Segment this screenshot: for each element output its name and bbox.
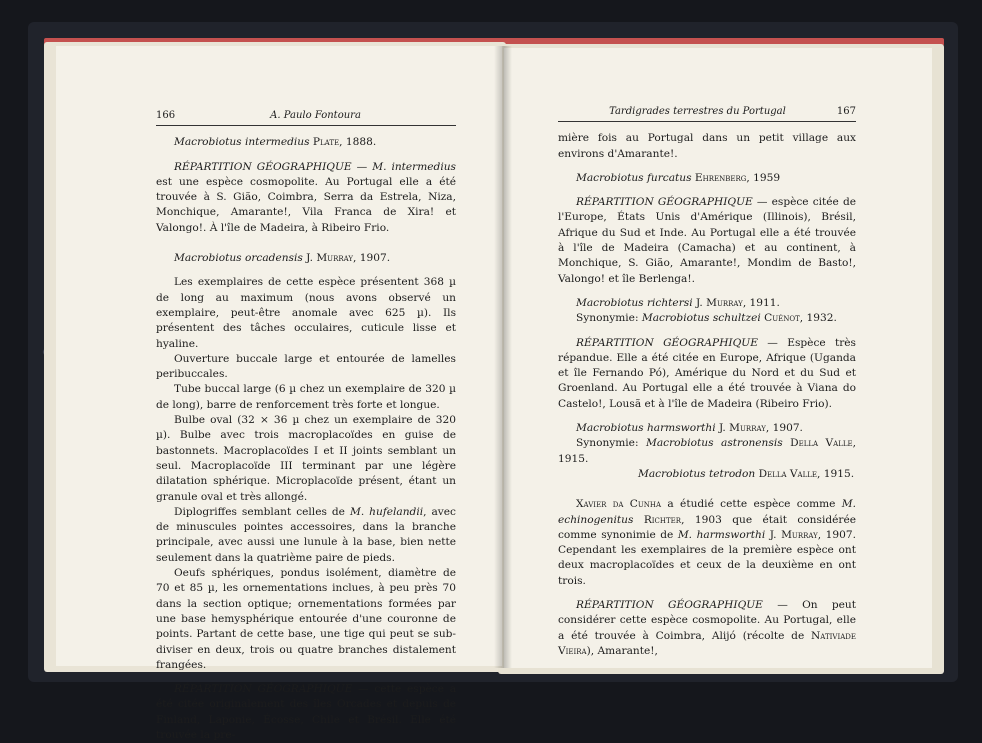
author-name: Nativiade Vieira [558, 629, 856, 657]
author-name: Cuénot [764, 312, 800, 325]
italic-text: RÉPARTITION GÉOGRAPHIQUE [576, 599, 763, 612]
paragraph [156, 682, 456, 743]
text-run: mière fois au Portugal dans un petit village aux environs d'Amarante!. [558, 132, 856, 160]
paragraph [156, 251, 456, 266]
text-run: , 1959 [746, 171, 781, 184]
italic-text: Macrobiotus astronensis [645, 437, 783, 450]
author-name: Ehrenberg [694, 171, 747, 184]
italic-text: Macrobiotus intermedius [174, 136, 310, 149]
paragraph [156, 275, 456, 351]
author-name: Murray [706, 296, 743, 309]
author-name: Murray [781, 528, 818, 541]
text-run: Diplogriffes semblant celles de [174, 505, 350, 518]
running-head: Tardigrades terrestres du Portugal [609, 106, 786, 117]
page-number: 166 [156, 110, 176, 121]
italic-text: RÉPARTITION GÉOGRAPHIQUE [174, 160, 352, 173]
paragraph [558, 131, 856, 162]
right-page [504, 48, 932, 668]
paragraph [156, 566, 456, 673]
text-run: Tube buccal large (6 µ chez un exemplaire de 320 µ de long), barre de renforcement très forte et longue. [156, 383, 456, 411]
italic-text: RÉPARTITION GÉOGRAPHIQUE [576, 336, 758, 349]
text-run: — Espèce très répandue. Elle a été citée en Europe, Afrique (Uganda et île Fernando Pó), Amérique du Nord et du Sud et Groenland. Au Portugal elle a été trouvée à Viana do Castelo!, Lousã et à l'île de Madeira (Ribeiro Frio). [558, 336, 856, 410]
text-run: — espèce citée de l'Europe, États Unis d'Amérique (Illinois), Brésil, Afrique du Sud et Inde. Au Portugal elle a été trouvée à l'île de Madeira (Camacha) et au continent, à Monchique, S. Gião, Amarante!, Mondim de Basto!, Valongo! et île Berlenga!. [558, 196, 856, 285]
text-run: est une espèce cosmopolite. Au Portugal elle a été trouvée à S. Gião, Coimbra, Serra da Estrela, Niza, Monchique, Amarante!, Vila Franca de Xira! et Valongo!. À l'île de Madeira, à Ribeiro Frio. [156, 175, 456, 234]
text-run: — [351, 160, 373, 173]
left-page-header [156, 108, 456, 126]
right-page-body [558, 131, 856, 659]
text-run: Synonymie: [576, 312, 642, 325]
text-run: , 1888. [339, 136, 377, 149]
text-run: J. [302, 252, 317, 265]
paragraph [558, 421, 856, 436]
paragraph [156, 382, 456, 413]
paragraph [558, 436, 856, 467]
italic-text: M. intermedius [372, 160, 456, 173]
paragraph [638, 467, 856, 482]
italic-text: Macrobiotus tetrodon [638, 467, 756, 480]
italic-text: Macrobiotus furcatus [576, 171, 692, 184]
italic-text: RÉPARTITION GÉOGRAPHIQUE [174, 683, 353, 696]
running-head: A. Paulo Fontoura [270, 110, 361, 121]
text-run: , 1932. [799, 312, 837, 325]
paragraph [558, 171, 856, 186]
text-run: Oeufs sphériques, pondus isolément, diamètre de 70 et 85 µ, les ornementations inclues, à peu près 70 dans la section optique; ornementations formées par une base hemysphérique entourée d'une couronne de points. Partant de cette base, une tige qui peut se sub-diviser en deux, trois ou quatre branches distalement frangées. [156, 567, 456, 671]
author-name: Xavier da Cunha [576, 498, 662, 511]
page-number: 167 [836, 106, 856, 117]
italic-text: Macrobiotus harmsworthi [576, 422, 716, 435]
text-run: , avec de minuscules pointes accessoires, dans la branche principale, avec aussi une lunule à la base, bien nette seulement dans la quatrième paire de pieds. [156, 505, 456, 564]
paragraph [558, 296, 856, 311]
text-run: , 1911. [742, 296, 780, 309]
author-name: Murray [729, 422, 766, 435]
text-run [633, 514, 643, 526]
text-run: , 1907. [353, 252, 391, 265]
text-run: J. [765, 528, 782, 541]
text-run: Synonymie: [576, 437, 646, 450]
author-name: Della Valle [790, 437, 853, 450]
author-name: Della Valle [758, 467, 817, 480]
author-name: Murray [316, 252, 354, 265]
italic-text: Macrobiotus schultzei [641, 312, 761, 325]
text-run: Les exemplaires de cette espèce présentent 368 µ de long au maximum (nous avons observé un exemplaire, peut-être anomale avec 625 µ). Ils présentent des tâches occulaires, cuticule lisse et hyaline. [156, 276, 456, 350]
left-page-body [156, 135, 456, 743]
italic-text: M. hufelandii [349, 505, 424, 518]
italic-text: RÉPARTITION GÉOGRAPHIQUE [576, 196, 753, 209]
paragraph [558, 598, 856, 659]
paragraph [156, 135, 456, 150]
right-page-header [558, 104, 856, 122]
paragraph [156, 160, 456, 236]
author-name: Richter [643, 513, 682, 526]
text-run: Ouverture buccale large et entourée de lamelles peribuccales. [156, 352, 456, 381]
text-run: , 1915. [558, 437, 856, 465]
text-run: J. [692, 296, 707, 309]
italic-text: Macrobiotus orcadensis [174, 252, 303, 265]
paragraph [558, 195, 856, 287]
paragraph [558, 497, 856, 589]
paragraph [558, 311, 856, 326]
text-run: — On peut considérer cette espèce cosmopolite. Au Portugal, elle a été trouvée à Coimbra, Alijó (récolte de [558, 599, 856, 642]
text-run: Bulbe oval (32 × 36 µ chez un exemplaire de 320 µ). Bulbe avec trois macroplacoïdes en guise de bastonnets. Macroplacoïdes I et II joints semblant un seul. Macroplacoïde III terminant par une légère dilatation sphérique. Microplacoïde présent, étant un granule oval et très allongé. [156, 414, 456, 503]
text-run: , 1915. [817, 467, 855, 480]
paragraph [558, 336, 856, 412]
paragraph [156, 413, 456, 505]
text-run: , 1907. [765, 422, 803, 435]
text-run: ), Amarante!, [586, 644, 658, 657]
text-run [783, 437, 790, 449]
paragraph [156, 352, 456, 383]
author-name: Plate [312, 136, 340, 149]
text-run: J. [715, 422, 730, 435]
text-run: , 1903 que était considérée comme synonimie de [558, 513, 856, 541]
italic-text: M. harmsworthi [677, 528, 766, 541]
italic-text: Macrobiotus richtersi [576, 296, 693, 309]
text-run: — cette espèce a été citée originalement des îles Orcades et depuis de Finland, Laponie, Écosse, Chile et Brésil. Elle été trouvée la pre- [156, 683, 457, 741]
italic-text: M. echinogenitus [558, 498, 856, 526]
text-run: , 1907. Cependant les exemplaires de la première espèce ont deux macroplacoïdes et ceux de la deuxième en ont trois. [558, 528, 856, 587]
text-run: a étudié cette espèce comme [661, 498, 842, 511]
left-page [56, 46, 502, 741]
book-gutter [494, 46, 512, 668]
paragraph [156, 505, 456, 566]
